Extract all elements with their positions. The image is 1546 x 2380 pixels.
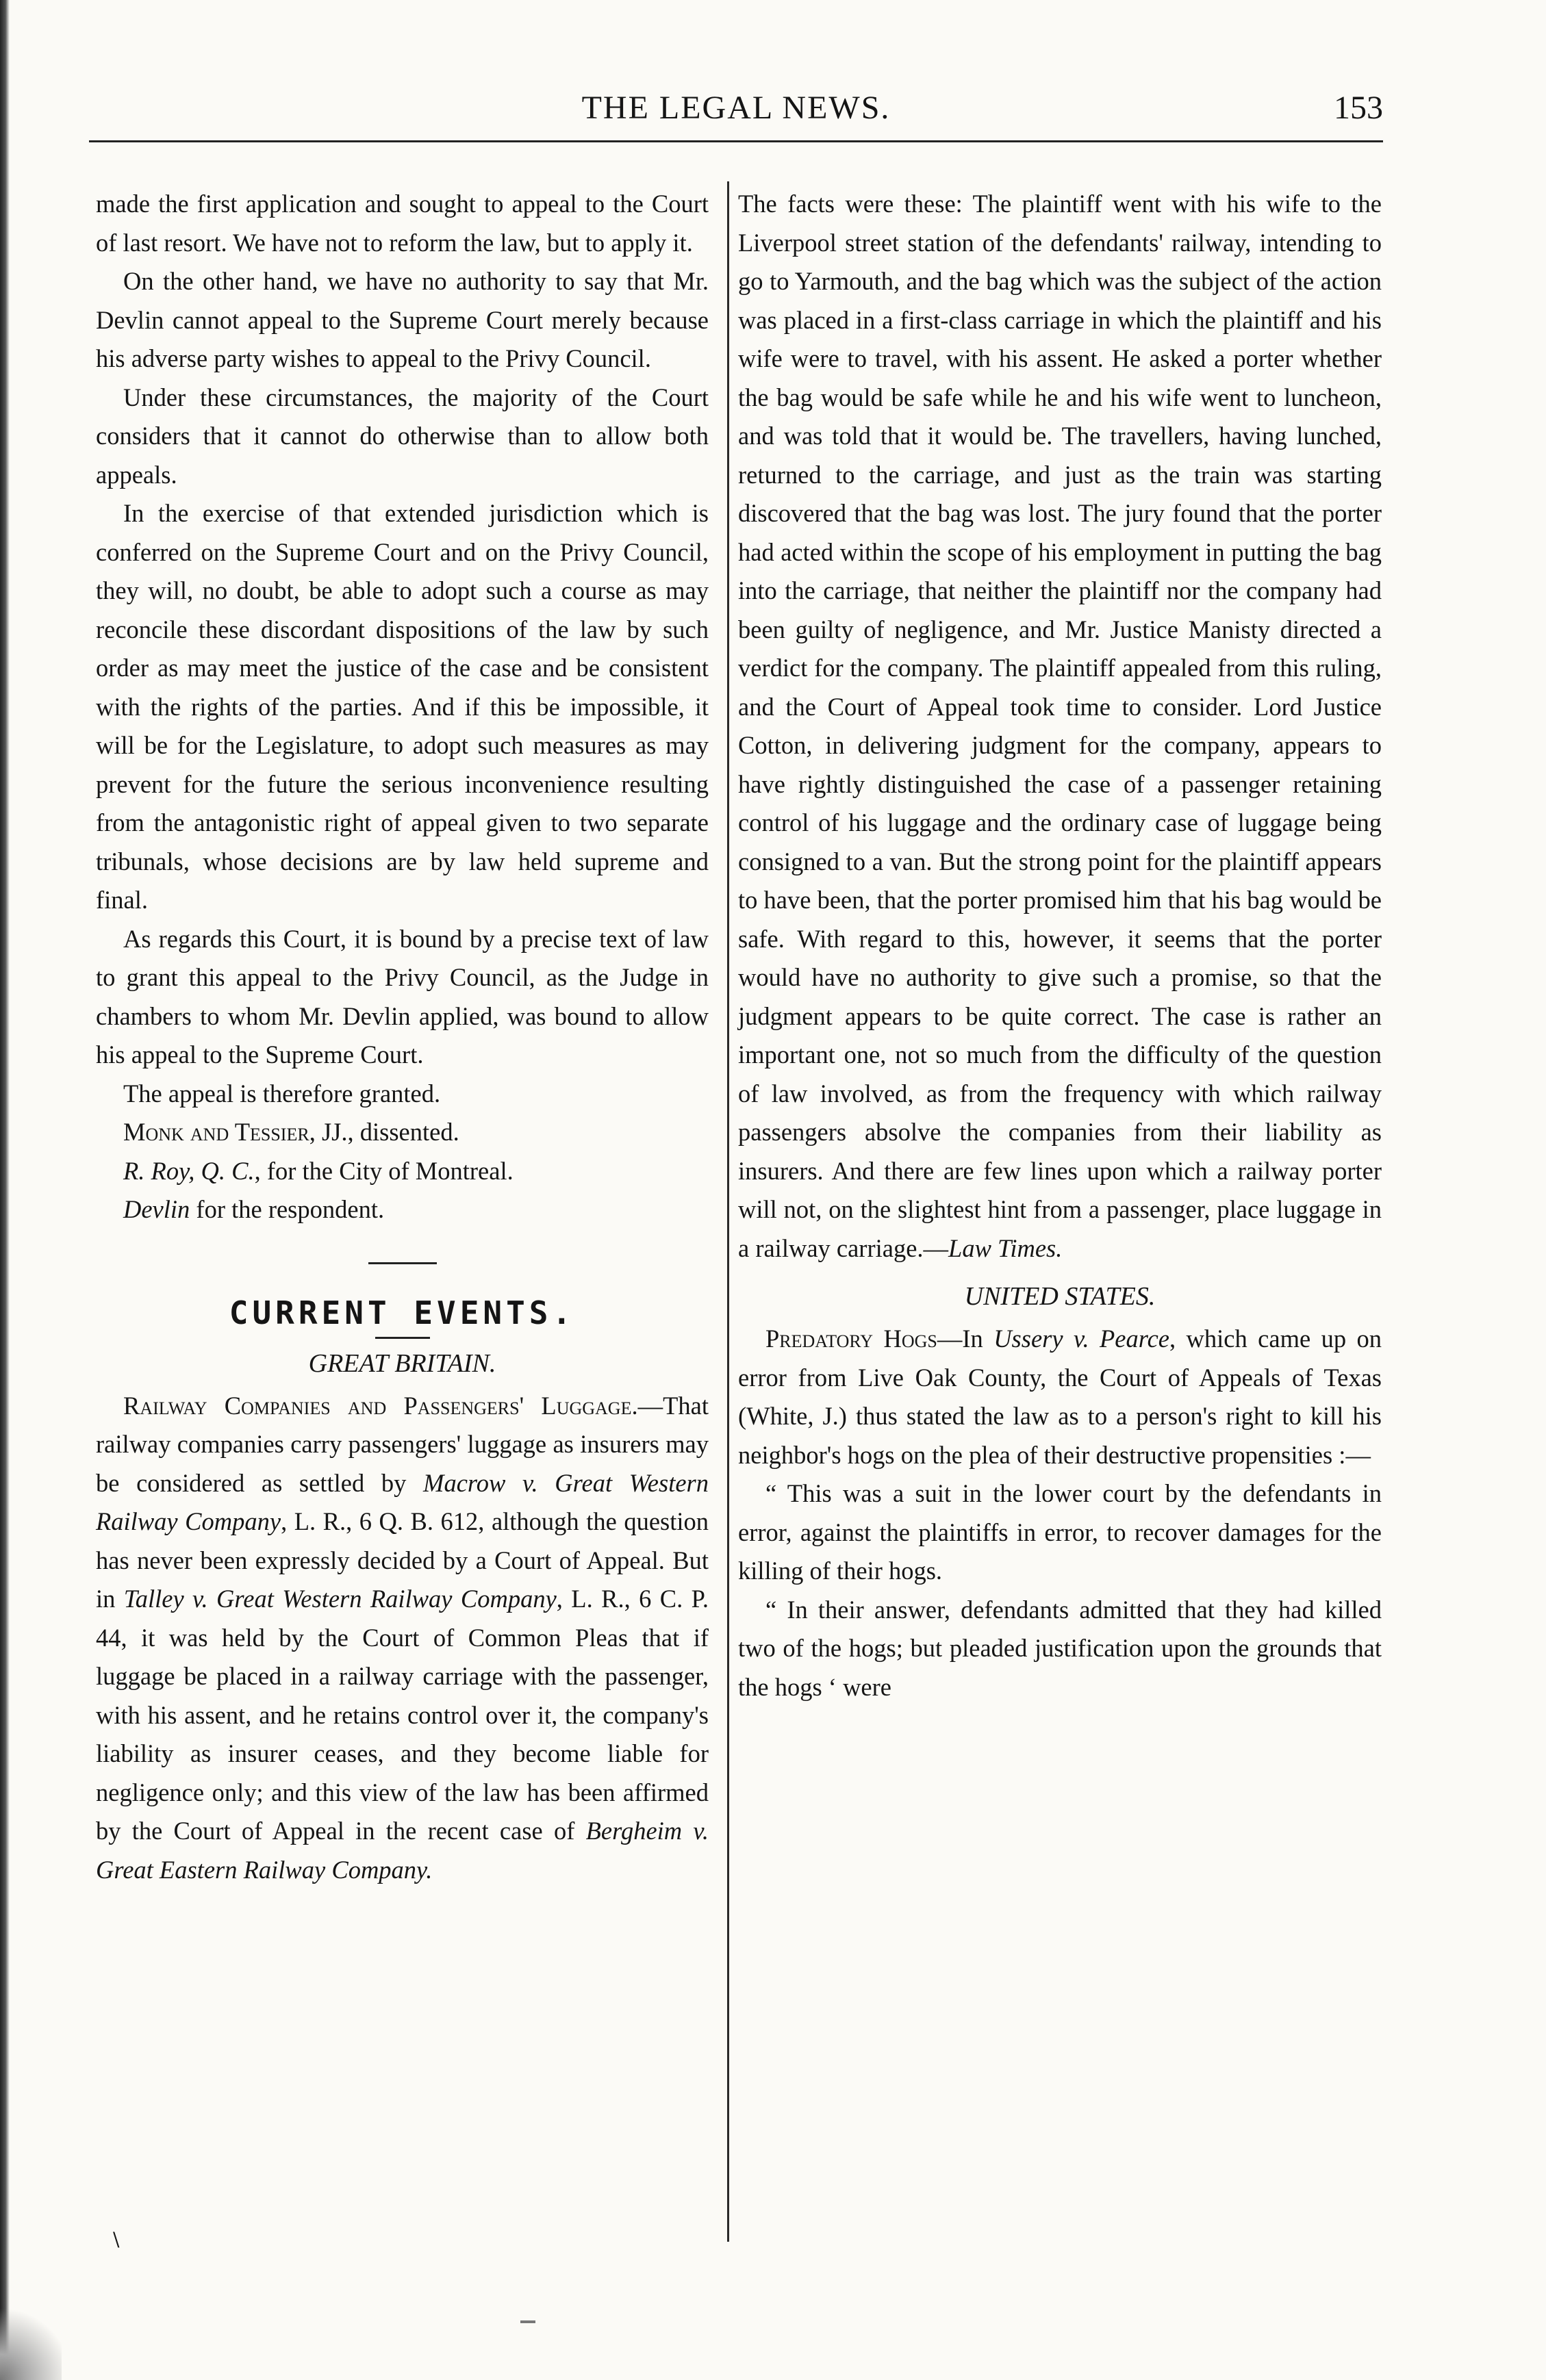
article-heading: Railway Companies and Passengers' Luggage. [123, 1391, 638, 1420]
source-citation: Law Times. [948, 1233, 1063, 1262]
subsection-title: UNITED STATES. [964, 1282, 1156, 1311]
page-corner-shadow [0, 2298, 62, 2380]
paragraph: The appeal is therefore granted. [123, 1079, 441, 1108]
article-text: , L. R., 6 C. P. 44, it was held by the Court of Common Pleas that if luggage be placed in a railway carriage with the passenger, with his assent, and he retains control over it, the company's liability as insurer ceases, and they become liable for negligence only; and this view of the law has been affirmed by the Court of Appeal in the recent case of [96, 1585, 709, 1845]
article-text: —In [937, 1325, 994, 1353]
paragraph: Under these circumstances, the majority of the Court considers that it cannot do otherwise than to allow both appeals. [96, 383, 709, 489]
paragraph: made the first application and sought to appeal to the Court of last resort. We have not to reform the law, but to apply it. [96, 190, 709, 257]
case-citation: Bergheim v. Great Eastern Railway Company. [96, 1817, 709, 1884]
subsection-title: GREAT BRITAIN. [308, 1348, 496, 1378]
paragraph: In the exercise of that extended jurisdiction which is conferred on the Supreme Court and on the Privy Council, they will, no doubt, be able to adopt such a course as may reconcile these discordant dispositions of the law by such order as may meet the justice of the case and be consistent with the rights of the parties. And if this be impossible, it will be for the Legislature, to adopt such measures as may prevent for the future the serious inconvenience resulting from the antagonistic right of appeal given to two separate tribunals, whose decisions are by law held supreme and final. [96, 499, 709, 914]
paragraph: On the other hand, we have no authority to say that Mr. Devlin cannot appeal to the Supreme Court merely because his adverse party wishes to appeal to the Privy Council. [96, 267, 709, 372]
dissent-names: Monk and Tessier [123, 1118, 309, 1146]
quote-paragraph: “ In their answer, defendants admitted that they had killed two of the hogs; but pleaded justification upon the grounds that the hogs ‘ were [738, 1595, 1382, 1701]
stray-mark: \ [113, 2228, 120, 2251]
running-title: THE LEGAL NEWS. [581, 90, 891, 126]
right-column [738, 185, 1382, 1706]
footer-dash [520, 2320, 535, 2323]
paragraph: As regards this Court, it is bound by a precise text of law to grant this appeal to the Privy Council, as the Judge in chambers to whom Mr. Devlin applied, was bound to allow his appeal to the Supreme Court. [96, 924, 709, 1069]
counsel-name: Devlin [123, 1195, 190, 1223]
article-paragraph [96, 1387, 709, 1890]
counsel-line [96, 1190, 709, 1229]
article-heading: Predatory Hogs [765, 1325, 937, 1353]
left-column [96, 185, 709, 1889]
article-text: , which came up on error from Live Oak County, the Court of Appeals of Texas (White, J.) thus stated the law as to a person's right to kill his neighbor's hogs on the plea of their destructive propensities :— [738, 1325, 1382, 1469]
counsel-text: , for the City of Montreal. [254, 1156, 514, 1185]
case-citation: Ussery v. Pearce [993, 1325, 1170, 1353]
counsel-text: for the respondent. [190, 1195, 385, 1223]
dissent-line [96, 1113, 709, 1152]
section-title: CURRENT EVENTS. [229, 1294, 576, 1331]
dissent-text: , JJ., dissented. [309, 1118, 459, 1146]
article-text: , L. R., 6 Q. B. 612, although the question has never been expressly decided by a Court of Appeal. But in [96, 1507, 709, 1613]
case-citation: Macrow v. Great Western Railway Company [96, 1468, 709, 1535]
article-paragraph [738, 185, 1382, 1268]
article-paragraph [738, 1320, 1382, 1474]
page-number: 153 [1334, 90, 1383, 126]
title-underline [375, 1337, 430, 1339]
running-head [89, 89, 1383, 130]
article-text: The facts were these: The plaintiff went with his wife to the Liverpool street station of the defendants' railway, intending to go to Yarmouth, and the bag which was the subject of the action was placed in a first-class carriage in which the plaintiff and his wife were to travel, with his assent. He asked a porter whether the bag would be safe while he and his wife went to luncheon, and was told that it would be. The travellers, having lunched, returned to the carriage, and just as the train was starting discovered that the bag was lost. The jury found that the porter had acted within the scope of his employment in putting the bag into the carriage, that neither the plaintiff nor the company had been guilty of negligence, and Mr. Justice Manisty directed a verdict for the company. The plaintiff appealed from this ruling, and the Court of Appeal took time to consider. Lord Justice Cotton, in delivering judgment for the company, appears to have rightly distinguished the case of a passenger retaining control of his luggage and the ordinary case of luggage being consigned to a van. But the strong point for the plaintiff appears to have been, that the porter promised him that his bag would be safe. With regard to this, however, it seems that the porter would have no authority to give such a promise, so that the judgment appears to be quite correct. The case is rather an important one, not so much from the difficulty of the question of law involved, as from the frequency with which railway passengers absolve the companies from their liability as insurers. And there are few lines upon which a railway porter will not, on the slightest hint from a passenger, place luggage in a railway carriage.— [738, 190, 1382, 1262]
quote-paragraph: “ This was a suit in the lower court by the defendants in error, against the plaintiffs in error, to recover damages for the killing of their hogs. [738, 1479, 1382, 1585]
case-citation: Talley v. Great Western Railway Company [123, 1585, 557, 1613]
counsel-line [96, 1152, 709, 1191]
article-text: —That railway companies carry passengers' luggage as insurers may be considered as settled by [96, 1391, 709, 1497]
header-rule [89, 140, 1383, 142]
page-spine-edge [0, 0, 10, 2380]
counsel-name: R. Roy, Q. C. [123, 1156, 255, 1185]
section-rule [368, 1262, 437, 1264]
column-divider [727, 181, 729, 2242]
